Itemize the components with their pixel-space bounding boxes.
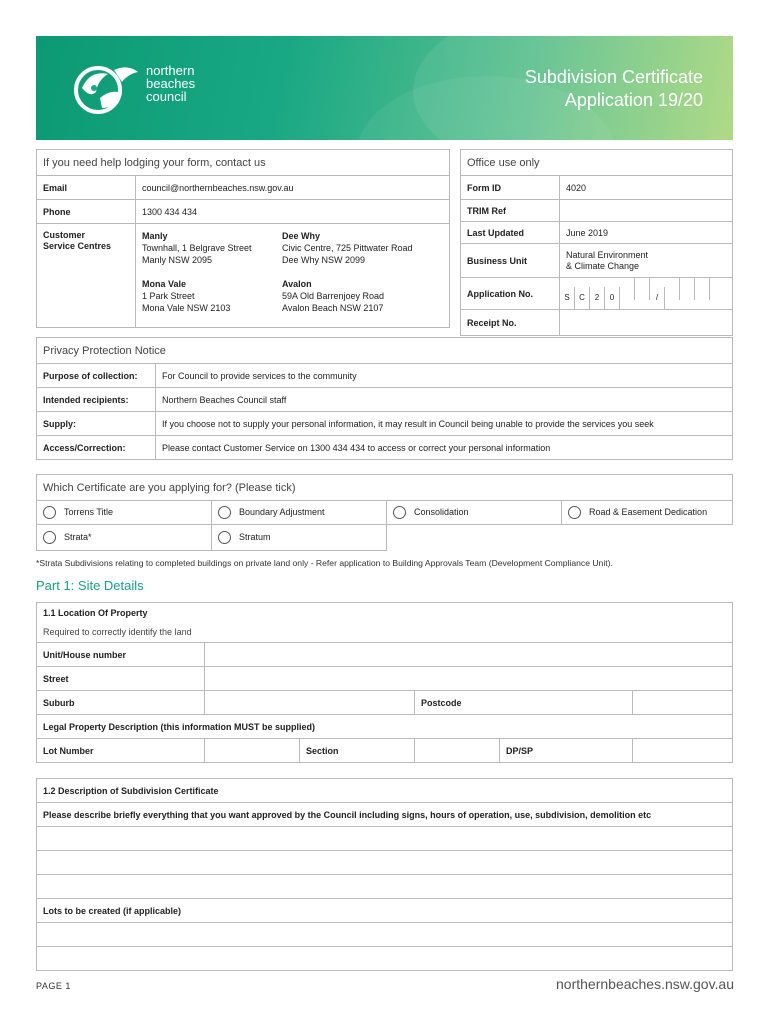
app-no-cell: S xyxy=(560,287,575,309)
centre-suburb: Manly NSW 2095 xyxy=(142,255,213,265)
privacy-row-value: Please contact Customer Service on 1300 434 434 to access or correct your personal information xyxy=(156,436,733,460)
app-no-cell xyxy=(680,278,695,300)
option-label: Torrens Title xyxy=(64,506,114,517)
street-label: Street xyxy=(37,667,205,691)
centre-address: 59A Old Barrenjoey Road xyxy=(282,291,385,301)
suburb-field[interactable] xyxy=(205,691,415,715)
option-stratum[interactable] xyxy=(212,525,387,551)
centre-address: 1 Park Street xyxy=(142,291,195,301)
privacy-row-value: Northern Beaches Council staff xyxy=(156,388,733,412)
radio-icon[interactable] xyxy=(218,506,231,519)
dp-sp-label: DP/SP xyxy=(500,739,633,763)
form-id-value: 4020 xyxy=(560,176,733,200)
certificate-heading: Which Certificate are you applying for? (Please tick) xyxy=(37,475,733,501)
radio-icon[interactable] xyxy=(568,506,581,519)
app-no-cell: 2 xyxy=(590,287,605,309)
trim-ref-field[interactable] xyxy=(560,200,733,222)
page-number: PAGE 1 xyxy=(36,981,71,991)
service-centres-label xyxy=(37,224,136,328)
phone-value[interactable]: 1300 434 434 xyxy=(136,200,450,224)
privacy-heading: Privacy Protection Notice xyxy=(37,338,733,364)
option-boundary-adjustment[interactable] xyxy=(212,501,387,525)
radio-icon[interactable] xyxy=(43,531,56,544)
app-no-cell: / xyxy=(650,287,665,309)
form-title xyxy=(525,66,703,112)
radio-icon[interactable] xyxy=(43,506,56,519)
radio-icon[interactable] xyxy=(218,531,231,544)
receipt-no-label: Receipt No. xyxy=(461,310,560,336)
centre-name: Dee Why xyxy=(282,231,321,241)
app-no-cell: 0 xyxy=(605,287,620,309)
certificate-type-box xyxy=(36,474,733,551)
centre-address: Townhall, 1 Belgrave Street xyxy=(142,243,252,253)
dp-sp-field[interactable] xyxy=(633,739,733,763)
centre-suburb: Mona Vale NSW 2103 xyxy=(142,303,231,313)
header-banner xyxy=(36,36,733,140)
last-updated-label: Last Updated xyxy=(461,222,560,244)
option-label: Road & Easement Dedication xyxy=(589,506,708,517)
unit-field[interactable] xyxy=(205,643,733,667)
form-id-label: Form ID xyxy=(461,176,560,200)
section-1-1-title: 1.1 Location Of Property xyxy=(37,603,733,623)
centre-name: Manly xyxy=(142,231,168,241)
section-1-1-subtitle: Required to correctly identify the land xyxy=(37,623,733,643)
contact-box xyxy=(36,149,450,328)
lot-number-label: Lot Number xyxy=(37,739,205,763)
centre-manly xyxy=(142,230,282,266)
centre-name: Avalon xyxy=(282,279,312,289)
app-no-cell xyxy=(635,278,650,300)
lot-number-field[interactable] xyxy=(205,739,300,763)
option-strata[interactable] xyxy=(37,525,212,551)
empty-cell xyxy=(387,525,733,551)
privacy-row-label: Intended recipients: xyxy=(37,388,156,412)
council-logo-text xyxy=(146,64,195,103)
privacy-row-label: Access/Correction: xyxy=(37,436,156,460)
option-road-easement[interactable] xyxy=(562,501,733,525)
website-url[interactable]: northernbeaches.nsw.gov.au xyxy=(556,976,734,992)
description-line-3[interactable] xyxy=(37,875,733,899)
description-prompt: Please describe briefly everything that you want approved by the Council including signs, hours of operation, use, subdivision, demolition etc xyxy=(37,803,733,827)
centre-name: Mona Vale xyxy=(142,279,187,289)
app-no-cell xyxy=(620,278,635,300)
service-centres-label-2: Service Centres xyxy=(43,241,112,251)
lots-line-2[interactable] xyxy=(37,947,733,971)
privacy-row-label: Supply: xyxy=(37,412,156,436)
centre-avalon xyxy=(282,278,384,314)
centre-suburb: Dee Why NSW 2099 xyxy=(282,255,366,265)
postcode-label: Postcode xyxy=(415,691,633,715)
office-heading: Office use only xyxy=(461,150,733,176)
logo-line-1: northern xyxy=(146,63,195,78)
email-value[interactable]: council@northernbeaches.nsw.gov.au xyxy=(136,176,450,200)
application-no-field[interactable] xyxy=(560,278,733,310)
option-label: Strata* xyxy=(64,531,92,542)
option-consolidation[interactable] xyxy=(387,501,562,525)
business-unit-line-1: Natural Environment xyxy=(566,249,649,260)
lots-label: Lots to be created (if applicable) xyxy=(37,899,733,923)
council-logo-icon xyxy=(68,58,140,120)
app-no-cell xyxy=(710,278,724,300)
centre-dee-why xyxy=(282,230,413,266)
logo-line-3: council xyxy=(146,89,187,104)
option-label: Consolidation xyxy=(414,506,469,517)
option-torrens-title[interactable] xyxy=(37,501,212,525)
privacy-row-value: For Council to provide services to the community xyxy=(156,364,733,388)
radio-icon[interactable] xyxy=(393,506,406,519)
app-no-cell xyxy=(695,278,710,300)
description-line-1[interactable] xyxy=(37,827,733,851)
legal-description-label: Legal Property Description (this information MUST be supplied) xyxy=(37,715,733,739)
business-unit-label: Business Unit xyxy=(461,244,560,278)
option-label: Stratum xyxy=(239,531,271,542)
trim-ref-label: TRIM Ref xyxy=(461,200,560,222)
postcode-field[interactable] xyxy=(633,691,733,715)
suburb-label: Suburb xyxy=(37,691,205,715)
service-centres-label-1: Customer xyxy=(43,230,86,240)
privacy-row-value: If you choose not to supply your personal information, it may result in Council being unable to provide the services you seek xyxy=(156,412,733,436)
business-unit-value xyxy=(560,244,733,278)
street-field[interactable] xyxy=(205,667,733,691)
privacy-notice xyxy=(36,337,733,460)
form-title-line-2: Application 19/20 xyxy=(564,90,703,110)
office-use-box xyxy=(460,149,733,336)
option-label: Boundary Adjustment xyxy=(239,506,325,517)
section-label: Section xyxy=(300,739,415,763)
section-field[interactable] xyxy=(415,739,500,763)
business-unit-line-2: & Climate Change xyxy=(566,260,640,271)
location-of-property xyxy=(36,602,733,763)
application-no-label: Application No. xyxy=(461,278,560,310)
description-line-2[interactable] xyxy=(37,851,733,875)
lots-line-1[interactable] xyxy=(37,923,733,947)
receipt-no-field[interactable] xyxy=(560,310,733,336)
phone-label: Phone xyxy=(37,200,136,224)
section-1-2-title: 1.2 Description of Subdivision Certificate xyxy=(37,779,733,803)
email-label: Email xyxy=(37,176,136,200)
centre-suburb: Avalon Beach NSW 2107 xyxy=(282,303,384,313)
part-1-title: Part 1: Site Details xyxy=(36,578,144,593)
unit-label: Unit/House number xyxy=(37,643,205,667)
app-no-cell: C xyxy=(575,287,590,309)
form-title-line-1: Subdivision Certificate xyxy=(524,67,703,87)
last-updated-value: June 2019 xyxy=(560,222,733,244)
contact-heading: If you need help lodging your form, contact us xyxy=(37,150,450,176)
description-of-certificate xyxy=(36,778,733,971)
centre-mona-vale xyxy=(142,278,282,314)
logo-line-2: beaches xyxy=(146,76,196,91)
strata-note: *Strata Subdivisions relating to completed buildings on private land only - Refer application to Building Approvals Team (Development Compliance Unit). xyxy=(36,558,613,568)
service-centres xyxy=(136,224,450,328)
centre-address: Civic Centre, 725 Pittwater Road xyxy=(282,243,413,253)
app-no-cell xyxy=(665,278,680,300)
privacy-row-label: Purpose of collection: xyxy=(37,364,156,388)
